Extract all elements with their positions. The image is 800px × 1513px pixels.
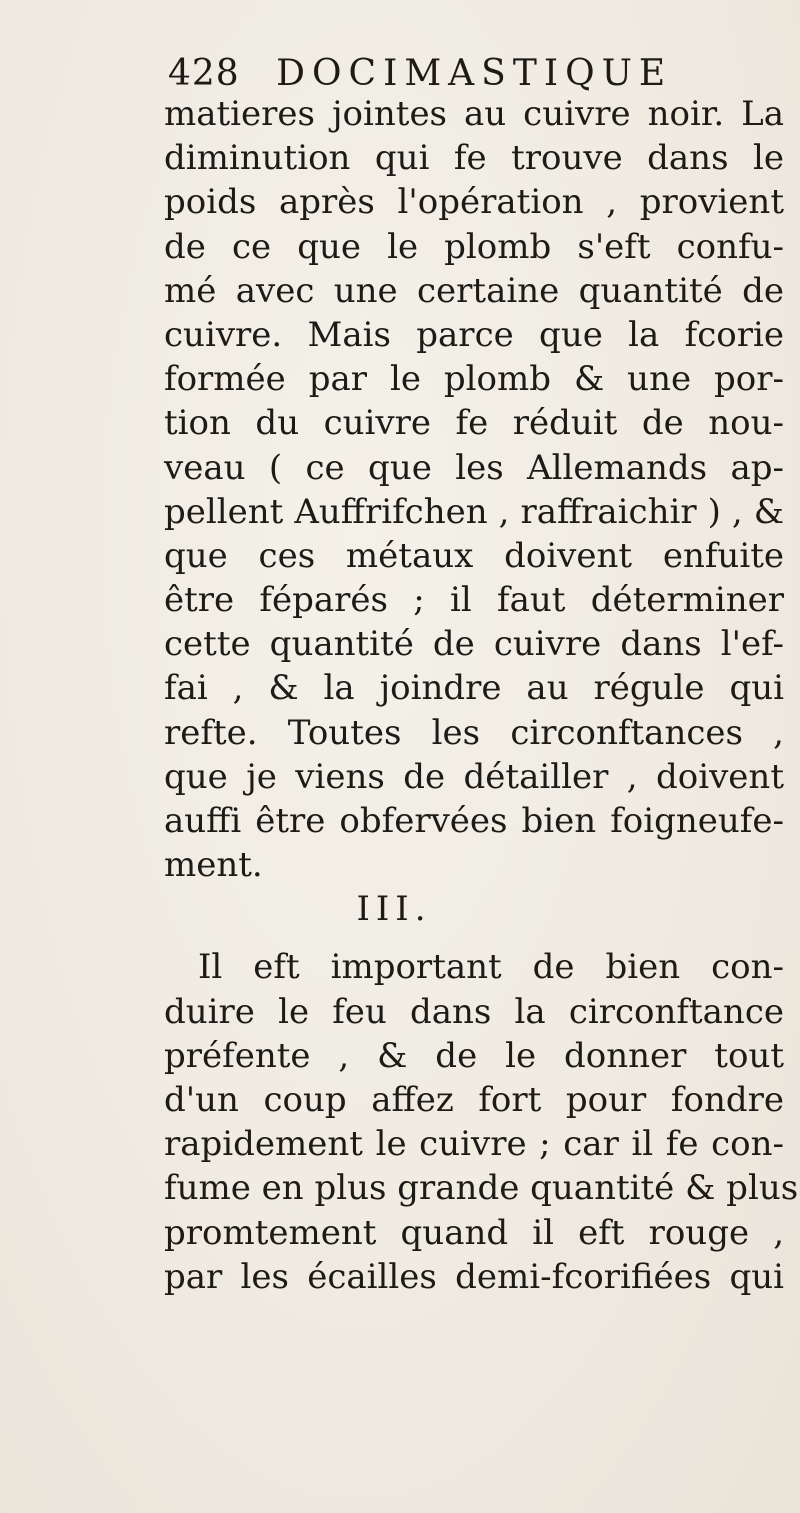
text-line: préfente , & de le donner tout xyxy=(164,1035,784,1076)
text-line: matieres jointes au cuivre noir. La xyxy=(164,94,784,134)
text-line: cuivre. Mais parce que la fcorie xyxy=(164,314,784,355)
text-line: pellent Auffrifchen , raffraichir ) , & xyxy=(164,491,784,532)
text-line: cette quantité de cuivre dans l'ef- xyxy=(164,624,784,665)
text-line: que je viens de détailler , doivent xyxy=(164,756,784,797)
text-line: Il eft important de bien con- xyxy=(198,947,784,988)
text-line: poids après l'opération , provient xyxy=(164,182,784,223)
text-line: promtement quand il eft rouge , xyxy=(164,1212,784,1253)
text-line: formée par le plomb & une por- xyxy=(164,359,784,400)
text-line: fume en plus grande quantité & plus xyxy=(164,1168,799,1209)
text-line: duire le feu dans la circonftance xyxy=(164,991,784,1032)
paragraph-2 xyxy=(164,945,799,1299)
section-number: III. xyxy=(356,889,432,930)
page-number: 428 xyxy=(168,53,240,94)
text-line: veau ( ce que les Allemands ap- xyxy=(164,447,784,488)
text-line: rapidement le cuivre ; car il fe con- xyxy=(164,1124,784,1165)
body-text xyxy=(164,92,799,1299)
paragraph-1 xyxy=(164,92,784,887)
text-line: ment. xyxy=(164,845,263,886)
page-header xyxy=(168,52,672,96)
text-line: fai , & la joindre au régule qui xyxy=(164,668,784,709)
text-line: tion du cuivre fe réduit de nou- xyxy=(164,403,784,444)
text-line: d'un coup affez fort pour fondre xyxy=(164,1079,784,1120)
text-line: refte. Toutes les circonftances , xyxy=(164,712,784,753)
text-line: diminution qui fe trouve dans le xyxy=(164,138,784,179)
text-line: être féparés ; il faut déterminer xyxy=(164,580,784,621)
running-title: DOCIMASTIQUE xyxy=(276,53,673,94)
text-line: que ces métaux doivent enfuite xyxy=(164,535,784,576)
text-line: auffi être obfervées bien foigneufe- xyxy=(164,801,784,841)
text-line: de ce que le plomb s'eft confu- xyxy=(164,226,784,267)
text-line: par les écailles demi-fcorifiées qui xyxy=(164,1256,784,1297)
text-line: mé avec une certaine quantité de xyxy=(164,270,784,311)
